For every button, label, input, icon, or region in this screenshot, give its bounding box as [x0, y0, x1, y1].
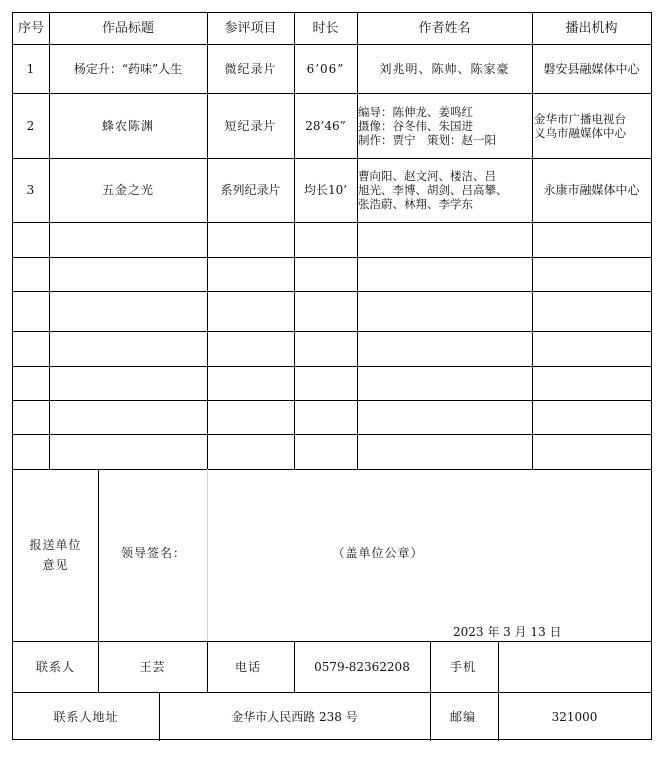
row3-no: 3: [26, 183, 36, 197]
row3-authors-line3: 张浩蔚、林翔、李学东: [358, 197, 473, 211]
header-broadcaster: 播出机构: [565, 20, 618, 36]
leader-signature-label: 领导签名：: [121, 546, 187, 560]
contact-person-label: 联系人: [35, 659, 75, 674]
row2-authors: [357, 93, 532, 158]
address-label: 联系人地址: [53, 709, 119, 724]
row3-authors: [357, 158, 532, 222]
row3-broadcaster: 永康市融媒体中心: [543, 183, 640, 197]
row1-duration: 6’06”: [306, 61, 345, 76]
header-title: 作品标题: [101, 20, 154, 36]
row2-no: 2: [26, 118, 36, 133]
contact-person-value: 王芸: [139, 659, 166, 674]
opinion-label-line2: 意见: [42, 558, 69, 572]
row3-authors-line2: 旭光、李博、胡剑、吕高攀、: [358, 183, 508, 197]
header-category: 参评项目: [224, 20, 277, 36]
row1-no: 1: [26, 61, 36, 76]
header-no: 序号: [17, 20, 44, 36]
row3-authors-line1: 曹向阳、赵文河、楼洁、吕: [358, 169, 496, 183]
row2-duration: 28’46”: [305, 118, 346, 133]
opinion-label-line1: 报送单位: [29, 538, 82, 552]
row3-duration: 均长10’: [303, 183, 348, 197]
row2-broadcaster-line2: 义乌市融媒体中心: [534, 125, 626, 140]
row2-category: 短纪录片: [224, 118, 277, 133]
entry-form-table: [12, 12, 652, 740]
seal-placeholder: （盖单位公章）: [332, 546, 424, 560]
signing-date: 2023 年 3 月 13 日: [453, 625, 562, 639]
row2-authors-line1: 编导：陈伸龙、姜鸣红: [358, 104, 473, 119]
opinion-label: [13, 469, 98, 641]
zip-label: 邮编: [450, 709, 477, 724]
row2-authors-line3: 制作：贾宁 策划：赵一阳: [358, 132, 496, 147]
header-authors: 作者姓名: [418, 20, 471, 36]
phone-value: 0579-82362208: [314, 659, 410, 674]
row2-authors-line2: 摄像：谷冬伟、朱国进: [358, 118, 473, 133]
row1-title: 杨定升：“药味”人生: [73, 61, 183, 76]
row1-authors: 刘兆明、陈帅、陈家豪: [379, 61, 510, 76]
row2-title: 蜂农陈渊: [101, 118, 154, 133]
row1-category: 微纪录片: [224, 61, 277, 76]
zip-value: 321000: [551, 709, 598, 724]
row2-broadcaster: [532, 93, 651, 158]
row3-category: 系列纪录片: [220, 183, 281, 197]
row2-broadcaster-line1: 金华市广播电视台: [534, 111, 626, 126]
row3-title: 五金之光: [101, 183, 154, 197]
mobile-label: 手机: [450, 659, 477, 674]
phone-label: 电话: [235, 659, 262, 674]
address-value: 金华市人民西路 238 号: [231, 709, 358, 724]
row1-broadcaster: 磐安县融媒体中心: [543, 61, 640, 76]
header-duration: 时长: [312, 20, 339, 36]
mobile-value: [498, 641, 651, 692]
